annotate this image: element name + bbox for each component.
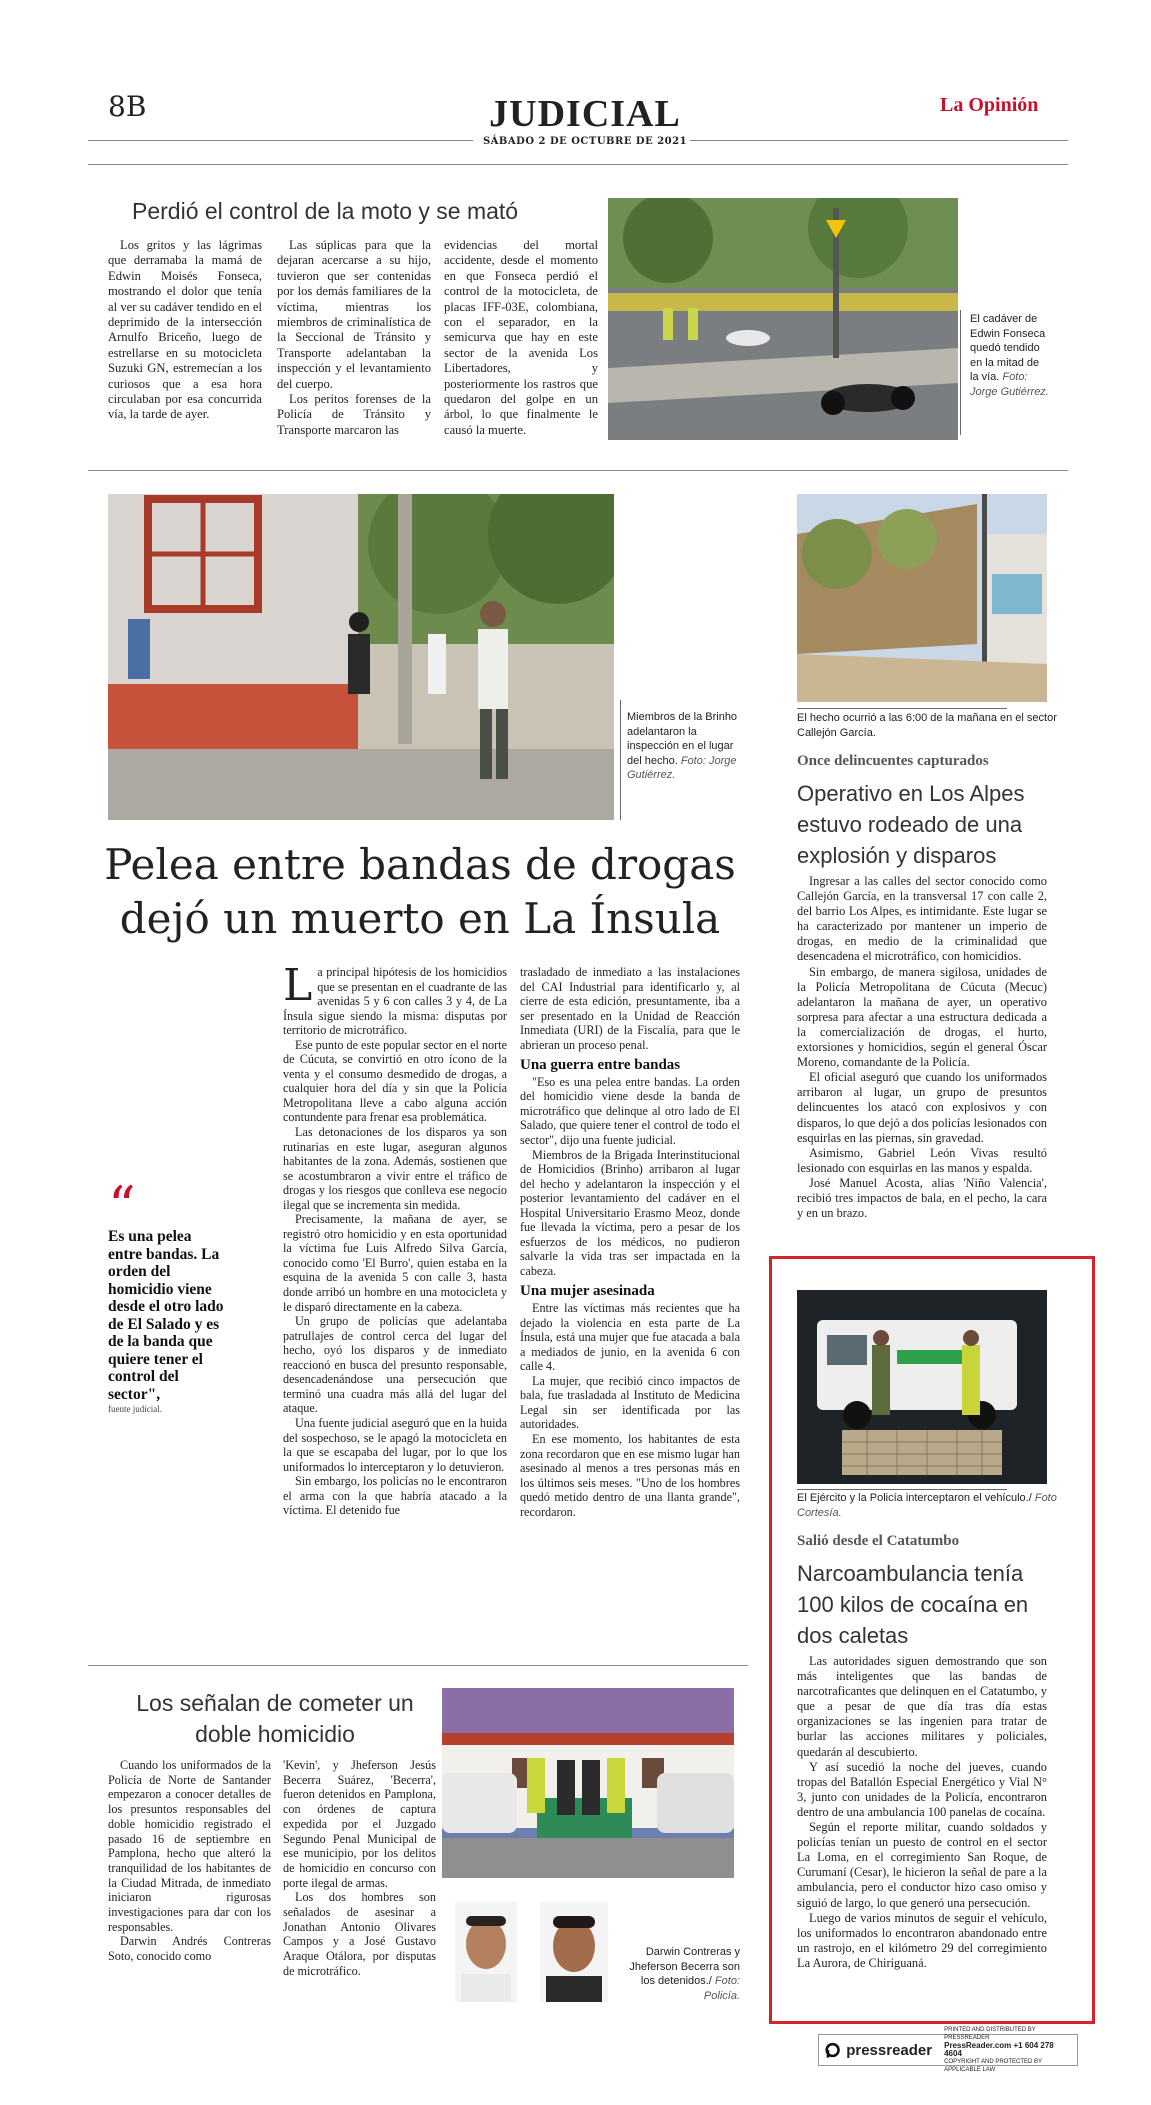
insula-paragraph: Precisamente, la mañana de ayer, se registró otro homicidio y en esta oportunidad la víctima fue Luis Alfredo Silva García, conocido como 'El Burro', quien estaba en la esquina de la avenida 5 con calle 3, hasta donde arribó un hombre en una motocicleta y le disparó directamente en la cabeza. <box>283 1212 507 1314</box>
page-number: 8B <box>108 90 147 123</box>
insula-paragraph: Sin embargo, los policías no le encontraron el arma con la que habría atacado a la víctima. El detenido fue <box>283 1474 507 1518</box>
insula-photo-caption <box>627 710 742 783</box>
insula-paragraph: Ese punto de este popular sector en el norte de Cúcuta, se convirtió en otro ícono de la venta y el consumo desmedido de drogas, a cualquier hora del día y sin que la Policía Metropolitana lleve a cabo alguna acción contundente para frenar esa problemática. <box>283 1037 507 1125</box>
caption-text: El cadáver de Edwin Fonseca quedó tendido en la mitad de la vía. <box>970 313 1046 383</box>
homicidio-headline: Los señalan de cometer un doble homicidio <box>136 1690 414 1747</box>
pressreader-line: PressReader.com +1 604 278 4604 <box>944 2041 1054 2058</box>
pull-quote-text: Es una pelea entre bandas. La orden del homicidio viene desde el otro lado de El Salado y es de la banda que quiere tener el control del sector", <box>108 1228 224 1403</box>
pull-quote <box>108 1228 228 1415</box>
moto-paragraph: Las súplicas para que la dejaran acercarse a su hijo, tuvieron que ser contenidas por los demás familiares de la víctima, mientras los miembros de criminalística de la Seccional de Tránsito y Transporte adelantaban la inspección y el levantamiento del cuerpo. <box>277 238 431 391</box>
photo-credit: Foto Cortesía. <box>797 1492 1057 1519</box>
alpes-paragraph: Sin embargo, de manera sigilosa, unidades de la Policía Metropolitana de Cúcuta (Mecuc) adelantaron la mañana de ayer, un operativo sorpresa para afectar a una estructura dedicada a la comercialización de drogas, el hurto, extorsiones y homicidios, según el general Óscar Moreno, comandante de la Policía. <box>797 964 1047 1070</box>
detainee-portrait-1 <box>455 1902 517 2002</box>
moto-paragraph: Los peritos forenses de la Policía de Tránsito y Transporte marcaron las <box>277 392 431 437</box>
caption-text: Miembros de la Brinho adelantaron la inspección en el lugar del hecho. <box>627 711 738 767</box>
header-rule-right <box>690 140 1068 141</box>
detainees-photo <box>442 1688 734 1878</box>
insula-paragraph: trasladado de inmediato a las instalaciones del CAI Industrial para identificarlo y, al cierre de esta edición, presuntamente, iba a ser presentado en la Unidad de Reacción Inmediata (URI) de la Fiscalía, para que le abrieran un proceso penal. <box>520 965 740 1052</box>
catatumbo-paragraph: Según el reporte militar, cuando soldados y policías tenían un puesto de control en el sector La Loma, en el corregimiento San Roque, de Curumaní (Cesar), le hicieron la señal de pare a la ambulancia, pero el conductor hizo caso omiso y siguió de largo, lo que generó una persecución. <box>797 1820 1047 1910</box>
caption-rule <box>797 1489 1007 1490</box>
newspaper-logo: La Opinión <box>940 94 1039 116</box>
insula-paragraph: Miembros de la Brigada Interinstitucional de Homicidios (Brinho) arribaron al lugar del hecho y adelantaron la inspección y el posterior levantamiento del cadáver en el Hospital Universitario Erasmo Meoz, donde fue llevada la víctima, pero a pesar de los esfuerzos de los médicos, no pudieron salvarle la vida tras ser impactada en la cabeza. <box>520 1147 740 1278</box>
alpes-paragraph: El oficial aseguró que cuando los uniformados arribaron al lugar, un grupo de presuntos delincuentes los atacó con explosivos y con disparos, lo que dejó a dos policías lesionados con esquirlas en las piernas, sin gravedad. <box>797 1070 1047 1145</box>
caption-text: El Ejército y la Policía interceptaron el vehículo./ <box>797 1492 1032 1504</box>
caption-rule <box>797 708 1007 709</box>
moto-paragraph: evidencias del mortal accidente, desde el momento en que Fonseca perdió el control de la motocicleta, de placas IFF-03E, colombiana, con el separador, en la semicurva que hay en este sector de la avenida Los Libertadores, y posteriormente los rastros que quedaron del golpe en un árbol, lo que finalmente le causó la muerte. <box>444 238 598 437</box>
pressreader-line: PRINTED AND DISTRIBUTED BY PRESSREADER <box>944 2027 1036 2041</box>
detainee-portrait-2 <box>540 1902 608 2002</box>
moto-headline: Perdió el control de la moto y se mató <box>132 198 519 224</box>
insula-paragraph: Las detonaciones de los disparos ya son rutinarias en este lugar, aseguran algunos habitantes de la zona. Además, sostienen que se acostumbraron a vivir entre el tráfico de drogas y los riesgos que conlleva ese negocio ilegal que se incrementa sin medida. <box>283 1125 507 1212</box>
pressreader-logo-text: pressreader <box>846 2041 933 2059</box>
moto-photo-caption <box>970 312 1050 399</box>
insula-headline: Pelea entre bandas de drogas dejó un muerto en La Ínsula <box>104 840 736 943</box>
photo-credit: Foto: Policía. <box>703 1975 740 2002</box>
photo-credit: Foto: Jorge Gutiérrez. <box>970 371 1049 398</box>
moto-column-3 <box>444 238 598 438</box>
quote-mark-icon: “ <box>108 1175 136 1238</box>
photo-credit: Foto: Jorge Gutiérrez. <box>627 754 737 781</box>
drop-cap: L <box>283 960 313 1011</box>
pressreader-legal <box>944 2026 1071 2074</box>
alpes-paragraph: Ingresar a las calles del sector conocido como Callejón García, en la transversal 17 con calle 2, del barrio Los Alpes, es intimidante. Este lugar se ha caracterizado por mantener un imperio de drogas, en medio de la criminalidad que desencadena el microtráfico, con homicidios. <box>797 874 1047 964</box>
catatumbo-paragraph: Y así sucedió la noche del jueves, cuando tropas del Batallón Especial Energético y Vial N° 3, junto con unidades de la Policía, encontraron dentro de una ambulancia 100 panelas de cocaína. <box>797 1759 1047 1819</box>
edition-date: SÁBADO 2 DE OCTUBRE DE 2021 <box>482 136 688 147</box>
moto-column-2 <box>277 238 431 438</box>
moto-paragraph: Los gritos y las lágrimas que derramaba la mamá de Edwin Moisés Fonseca, mostrando el dolor que tenía al ver su cadáver tendido en el deprimido de la intersección Arnulfo Briceño, luego de estrellarse en su motocicleta Suzuki GN, estremecían a los curiosos que a esa hora circulaban por esa concurrida vía, la tarde de ayer. <box>108 238 262 422</box>
section-divider <box>88 1665 748 1666</box>
section-title: JUDICIAL <box>489 93 681 135</box>
ambulance-seizure-photo <box>797 1290 1047 1484</box>
header-rule-left <box>88 140 473 141</box>
insula-paragraph: Un grupo de policías que adelantaba patrullajes de control cerca del lugar del hecho, oyó los disparos y de inmediato reaccionó en busca del presunto responsable, desencadenándose una persecución que terminó una cuadra más allá del lugar del ataque. <box>283 1314 507 1416</box>
section-divider <box>88 470 1068 471</box>
alpes-kicker: Once delincuentes capturados <box>797 753 989 769</box>
homicidio-photo-caption <box>620 1945 740 2003</box>
caption-rule <box>960 310 961 435</box>
alpes-body <box>797 874 1047 1221</box>
insula-subhead: Una guerra entre bandas <box>520 1057 681 1074</box>
insula-paragraph: Entre las víctimas más recientes que ha dejado la violencia en esta parte de La Ínsula, está una mujer que fue atacada a bala a mediados de junio, en la avenida 6 con calle 4. <box>520 1301 740 1374</box>
alpes-street-photo <box>797 494 1047 702</box>
homicidio-paragraph: Cuando los uniformados de la Policía de Norte de Santander empezaron a conocer detalles de los presuntos responsables del doble homicidio registrado el pasado 16 de septiembre en Pamplona, hecho que alteró la tranquilidad de los habitantes de la Ciudad Mitrada, de inmediato iniciaron rigurosas investigaciones para dar con los responsables. <box>108 1758 271 1934</box>
homicidio-column-2 <box>283 1758 436 1979</box>
pressreader-line: COPYRIGHT AND PROTECTED BY APPLICABLE LAW <box>944 2059 1042 2073</box>
catatumbo-body <box>797 1654 1047 1971</box>
insula-paragraph: Una fuente judicial aseguró que en la huida del sospechoso, se le apagó la motocicleta en la que se escapaba del lugar, por lo que los uniformados lo interceptaron y lo detuvieron. <box>283 1415 507 1474</box>
catatumbo-paragraph: Luego de varios minutos de seguir el vehículo, los uniformados lo encontraron abandonado entre un rastrojo, en el kilómetro 29 del corregimiento La Aurora, de Chiriguaná. <box>797 1910 1047 1970</box>
insula-scene-photo <box>108 494 614 820</box>
moto-column-1 <box>108 238 262 423</box>
insula-column-2 <box>520 965 740 1519</box>
catatumbo-paragraph: Las autoridades siguen demostrando que son más inteligentes que las bandas de narcotraficantes que delinquen en el Catatumbo, y que a pesar de que día tras día estas organizaciones se las ingenien para tratar de burlar las acciones militares y policiales, quedarán al descubierto. <box>797 1654 1047 1759</box>
homicidio-paragraph: Los dos hombres son señalados de asesinar a Jonathan Antonio Olivares Campos y a José Gustavo Araque Otálora, por disputas de microtráfico. <box>283 1890 436 1978</box>
homicidio-paragraph: 'Kevin', y Jheferson Jesús Becerra Suárez, 'Becerra', fueron detenidos en Pamplona, con órdenes de captura expedida por el Juzgado Segundo Penal Municipal de ese municipio, por los delitos de homicidio en concurso con porte ilegal de armas. <box>283 1758 436 1890</box>
caption-text: Darwin Contreras y Jheferson Becerra son los detenidos./ <box>629 1946 740 1987</box>
insula-subhead: Una mujer asesinada <box>520 1283 655 1300</box>
catatumbo-headline: Narcoambulancia tenía 100 kilos de cocaína en dos caletas <box>797 1561 1029 1648</box>
insula-paragraph: La mujer, que recibió cinco impactos de bala, fue trasladada al Instituto de Medicina Legal sin ser identificada por las autoridades. <box>520 1373 740 1432</box>
pull-quote-source: fuente judicial. <box>108 1404 162 1414</box>
pressreader-badge <box>818 2027 1078 2073</box>
header-rule-bottom <box>88 164 1068 165</box>
alpes-paragraph: José Manuel Acosta, alias 'Niño Valencia', recibió tres impactos de bala, en el pecho, la cara y en un brazo. <box>797 1175 1047 1221</box>
insula-column-1 <box>283 960 507 1518</box>
homicidio-column-1 <box>108 1758 271 1964</box>
alpes-photo-caption: El hecho ocurrió a las 6:00 de la mañana en el sector Callejón García. <box>797 712 1057 739</box>
pressreader-icon <box>825 2041 840 2059</box>
caption-rule <box>620 700 621 820</box>
alpes-headline: Operativo en Los Alpes estuvo rodeado de una explosión y disparos <box>797 781 1025 868</box>
homicidio-paragraph: Darwin Andrés Contreras Soto, conocido como <box>108 1934 271 1964</box>
moto-accident-photo <box>608 198 958 440</box>
alpes-paragraph: Asimismo, Gabriel León Vivas resultó lesionado con esquirlas en las manos y espalda. <box>797 1145 1047 1175</box>
insula-paragraph: "Eso es una pelea entre bandas. La orden del homicidio viene desde la banda de microtráfico que delinque al otro lado de El Salado, que quiere tener el control de todo el sector", dijo una fuente judicial. <box>520 1074 740 1148</box>
catatumbo-kicker: Salió desde el Catatumbo <box>797 1533 960 1549</box>
catatumbo-photo-caption <box>797 1491 1057 1520</box>
insula-paragraph: a principal hipótesis de los homicidios que se presentan en el cuadrante de las avenidas 5 y 6 con calles 3 y 4, de La Ínsula sigue siendo la misma: disputas por territorio de microtráfico. <box>283 965 507 1038</box>
insula-paragraph: En ese momento, los habitantes de esta zona recordaron que en ese mismo lugar han asesinado al menos a tres personas más en los últimos seis meses. "Uno de los hombres quedó metido dentro de una llanta grande", recordaron. <box>520 1431 740 1519</box>
